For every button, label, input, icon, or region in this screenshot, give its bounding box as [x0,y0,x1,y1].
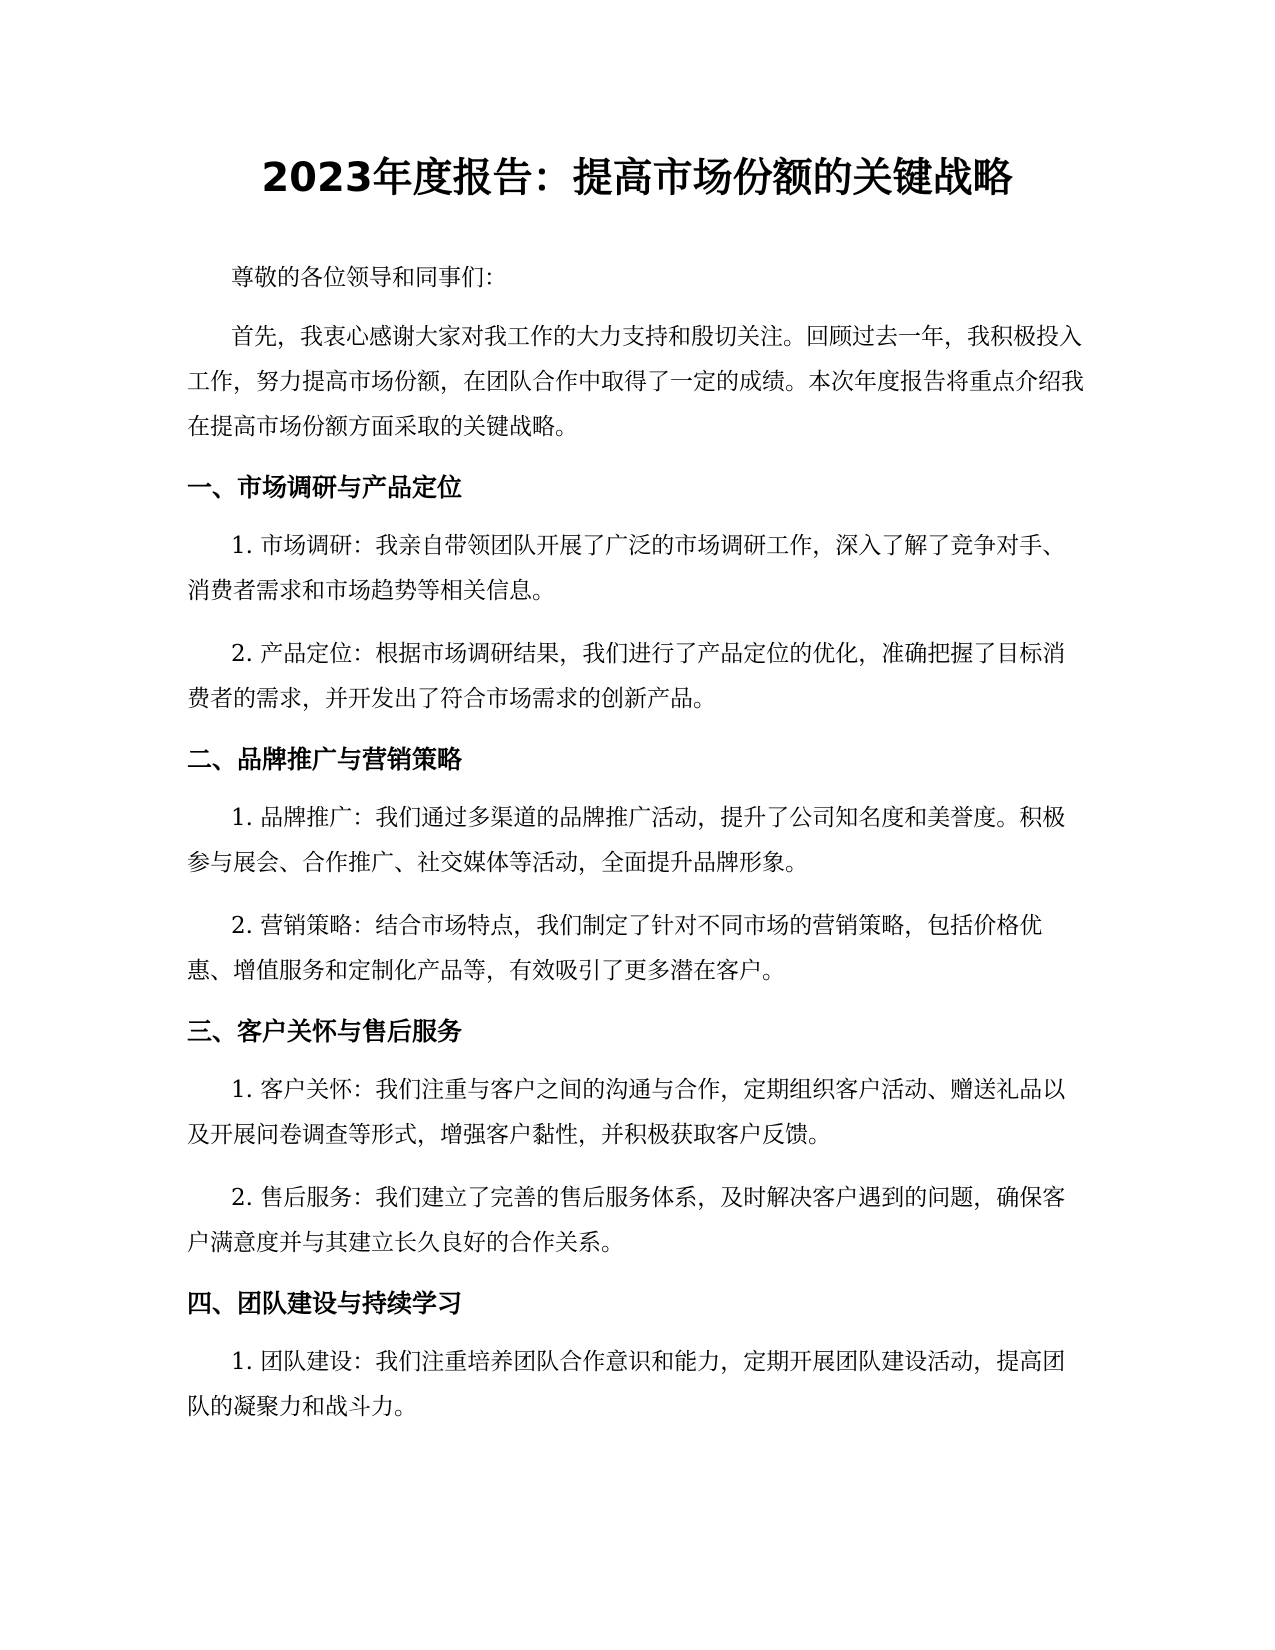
section-3-item-1: 1. 客户关怀：我们注重与客户之间的沟通与合作，定期组织客户活动、赠送礼品以及开展问卷调查等形式，增强客户黏性，并积极获取客户反馈。 [187,1077,1066,1148]
section-1-item-2: 2. 产品定位：根据市场调研结果，我们进行了产品定位的优化，准确把握了目标消费者的需求，并开发出了符合市场需求的创新产品。 [187,641,1066,712]
section-heading-1: 一、市场调研与产品定位 [187,473,463,502]
section-2-item-1: 1. 品牌推广：我们通过多渠道的品牌推广活动，提升了公司知名度和美誉度。积极参与展会、合作推广、社交媒体等活动，全面提升品牌形象。 [187,805,1066,876]
section-2-item-2: 2. 营销策略：结合市场特点，我们制定了针对不同市场的营销策略，包括价格优惠、增值服务和定制化产品等，有效吸引了更多潜在客户。 [187,913,1043,984]
document-body [187,150,1087,1448]
section-1-item-1: 1. 市场调研：我亲自带领团队开展了广泛的市场调研工作，深入了解了竞争对手、消费者需求和市场趋势等相关信息。 [187,533,1066,604]
section-heading-2: 二、品牌推广与营销策略 [187,745,463,774]
section-4-item-1: 1. 团队建设：我们注重培养团队合作意识和能力，定期开展团队建设活动，提高团队的凝聚力和战斗力。 [187,1349,1066,1420]
section-heading-4: 四、团队建设与持续学习 [187,1289,463,1318]
salutation: 尊敬的各位领导和同事们： [231,265,507,291]
section-3-item-2: 2. 售后服务：我们建立了完善的售后服务体系，及时解决客户遇到的问题，确保客户满意度并与其建立长久良好的合作关系。 [187,1185,1066,1256]
document-title: 2023年度报告：提高市场份额的关键战略 [261,155,1013,201]
intro-paragraph: 首先，我衷心感谢大家对我工作的大力支持和殷切关注。回顾过去一年，我积极投入工作，努力提高市场份额，在团队合作中取得了一定的成绩。本次年度报告将重点介绍我在提高市场份额方面采取的关键战略。 [187,324,1084,440]
section-heading-3: 三、客户关怀与售后服务 [187,1017,463,1046]
